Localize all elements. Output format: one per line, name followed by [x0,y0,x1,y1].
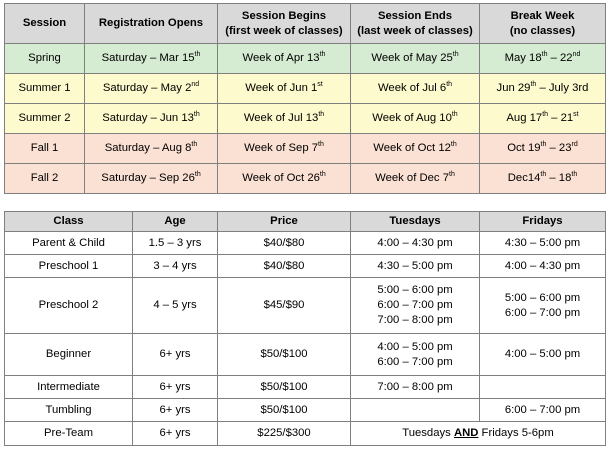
break-start: May 18 [504,52,542,64]
class-header-cell: Fridays [480,212,606,232]
header-line: Session Begins [241,9,327,22]
session-begins-cell [218,44,351,74]
session-row [5,44,606,74]
class-header-cell: Tuesdays [351,212,480,232]
session-header-cell [351,4,480,44]
date-text: Saturday – Sep 26 [101,172,195,184]
class-age-cell: 3 – 4 yrs [133,255,218,278]
class-price-cell: $225/$300 [218,422,351,446]
break-week-cell [480,134,606,164]
time-slot: 6:00 – 7:00 pm [504,306,581,319]
time-slot: 4:30 – 5:00 pm [377,259,453,272]
session-ends-cell [351,44,480,74]
class-name-cell: Tumbling [5,399,133,422]
ordinal-suffix: th [540,141,547,149]
class-name-cell: Preschool 2 [5,278,133,334]
time-slot: 4:00 – 4:30 pm [377,236,453,249]
ordinal-suffix: nd [191,81,200,89]
time-slot: 4:00 – 5:00 pm [504,348,581,360]
break-start: Dec14 [507,172,541,184]
ordinal-suffix: th [318,141,324,149]
break-end: – 18 [546,172,572,184]
header-subline: (no classes) [509,24,576,37]
session-name: Summer 1 [18,82,71,94]
preteam-schedule-cell [351,422,606,446]
date-text: Saturday – Mar 15 [101,52,195,64]
break-start: Oct 19 [507,142,541,154]
class-age-cell: 6+ yrs [133,399,218,422]
time-slot: 4:00 – 4:30 pm [504,259,581,272]
session-name: Summer 2 [18,112,71,124]
session-ends-cell [351,104,480,134]
class-age-cell: 6+ yrs [133,334,218,376]
session-header-cell [5,4,85,44]
friday-times-cell [480,376,606,399]
class-name-cell: Pre-Team [5,422,133,446]
ordinal-suffix: th [318,111,325,119]
class-header-row [5,212,606,232]
session-begins-cell [218,134,351,164]
class-age-cell: 6+ yrs [133,422,218,446]
date-text: Saturday – Jun 13 [102,112,194,124]
date-text: Week of Aug 10 [372,112,452,124]
time-slot: 6:00 – 7:00 pm [377,355,453,368]
header-line: Session Ends [377,9,453,22]
date-text: Week of Oct 26 [242,172,320,184]
class-price-cell: $50/$100 [218,399,351,422]
break-end: – 21 [548,112,574,124]
ordinal-suffix: th [452,51,459,59]
time-slot: 4:30 – 5:00 pm [504,236,581,249]
header-subline: (last week of classes) [357,24,473,37]
ordinal-suffix: th [319,51,326,59]
friday-times-cell [480,255,606,278]
registration-opens-cell [85,44,218,74]
session-header-cell [85,4,218,44]
date-text: Week of Sep 7 [244,142,319,154]
time-slot: 7:00 – 8:00 pm [377,380,453,393]
header-subline: (first week of classes) [225,24,343,37]
time-slot: 7:00 – 8:00 pm [377,314,453,326]
session-row [5,164,606,194]
class-age-cell: 6+ yrs [133,376,218,399]
registration-opens-cell [85,104,218,134]
class-price-cell: $50/$100 [218,334,351,376]
break-week-cell [480,74,606,104]
header-line: Session [22,17,67,29]
time-slot: 5:00 – 6:00 pm [504,291,581,304]
ordinal-suffix: nd [572,51,581,59]
schedule-text: Tuesdays [402,427,454,439]
date-text: Week of Jun 1 [245,82,318,94]
ordinal-suffix: th [194,51,201,59]
class-price-cell: $40/$80 [218,255,351,278]
session-begins-cell [218,164,351,194]
class-row [5,399,606,422]
session-row [5,104,606,134]
session-ends-cell [351,74,480,104]
ordinal-suffix: st [573,111,579,119]
class-name-cell: Parent & Child [5,232,133,255]
ordinal-suffix: th [319,171,326,179]
tuesday-times-cell [351,376,480,399]
ordinal-suffix: th [530,81,537,89]
ordinal-suffix: th [540,171,547,179]
ordinal-suffix: th [449,171,455,179]
ordinal-suffix: th [541,51,548,59]
header-line: Break Week [510,9,575,22]
break-week-cell [480,164,606,194]
class-name-cell: Intermediate [5,376,133,399]
registration-opens-cell [85,164,218,194]
class-row [5,334,606,376]
ordinal-suffix: th [450,141,457,149]
ordinal-suffix: st [317,81,323,89]
ordinal-suffix: rd [571,141,578,149]
ordinal-suffix: th [571,171,578,179]
tuesday-times-cell [351,278,480,334]
break-end: – July 3rd [536,82,589,94]
break-start: Aug 17 [506,112,543,124]
ordinal-suffix: th [191,141,198,149]
schedule-text: Fridays 5-6pm [478,427,554,439]
class-header-cell: Age [133,212,218,232]
break-week-cell [480,44,606,74]
class-row [5,232,606,255]
time-slot: 5:00 – 6:00 pm [377,284,453,296]
class-row [5,278,606,334]
session-name-cell [5,104,85,134]
class-header-cell: Class [5,212,133,232]
session-name: Spring [28,52,61,64]
class-schedule-table [4,211,606,446]
class-price-cell: $40/$80 [218,232,351,255]
class-row [5,255,606,278]
tuesday-times-cell [351,334,480,376]
friday-times-cell [480,334,606,376]
break-end: – 23 [546,142,572,154]
class-header-cell: Price [218,212,351,232]
ordinal-suffix: th [193,111,200,119]
registration-opens-cell [85,134,218,164]
break-week-cell [480,104,606,134]
friday-times-cell [480,399,606,422]
tuesday-times-cell [351,399,480,422]
date-text: Week of Oct 12 [373,142,451,154]
session-name-cell [5,164,85,194]
date-text: Week of Jul 6 [377,82,447,94]
registration-opens-cell [85,74,218,104]
class-name-cell: Beginner [5,334,133,376]
friday-times-cell [480,232,606,255]
session-name-cell [5,44,85,74]
time-slot: 4:00 – 5:00 pm [377,340,453,353]
session-row [5,74,606,104]
ordinal-suffix: th [446,81,453,89]
session-header-row [5,4,606,44]
class-row [5,376,606,399]
tuesday-times-cell [351,232,480,255]
session-begins-cell [218,104,351,134]
session-ends-cell [351,134,480,164]
ordinal-suffix: th [451,111,458,119]
time-slot: 6:00 – 7:00 pm [377,299,453,311]
class-price-cell: $50/$100 [218,376,351,399]
session-name-cell [5,134,85,164]
break-end: – 22 [547,52,573,64]
time-slot: 6:00 – 7:00 pm [504,403,581,416]
date-text: Week of May 25 [371,52,453,64]
session-header-cell [480,4,606,44]
tuesday-times-cell [351,255,480,278]
ordinal-suffix: th [194,171,201,179]
ordinal-suffix: th [542,111,549,119]
date-text: Saturday – May 2 [102,82,192,94]
friday-times-cell [480,278,606,334]
session-header-cell [218,4,351,44]
session-row [5,134,606,164]
date-text: Week of Jul 13 [243,112,319,124]
session-schedule-table [4,3,606,194]
break-start: Jun 29 [496,82,531,94]
date-text: Week of Apr 13 [242,52,320,64]
session-ends-cell [351,164,480,194]
class-row-preteam [5,422,606,446]
session-name: Fall 2 [30,172,59,184]
class-age-cell: 1.5 – 3 yrs [133,232,218,255]
session-name-cell [5,74,85,104]
session-name: Fall 1 [30,142,59,154]
session-begins-cell [218,74,351,104]
schedule-emphasis: AND [453,427,479,439]
class-price-cell: $45/$90 [218,278,351,334]
date-text: Saturday – Aug 8 [104,142,192,154]
header-line: Registration Opens [98,17,204,29]
class-age-cell: 4 – 5 yrs [133,278,218,334]
class-name-cell: Preschool 1 [5,255,133,278]
date-text: Week of Dec 7 [375,172,450,184]
